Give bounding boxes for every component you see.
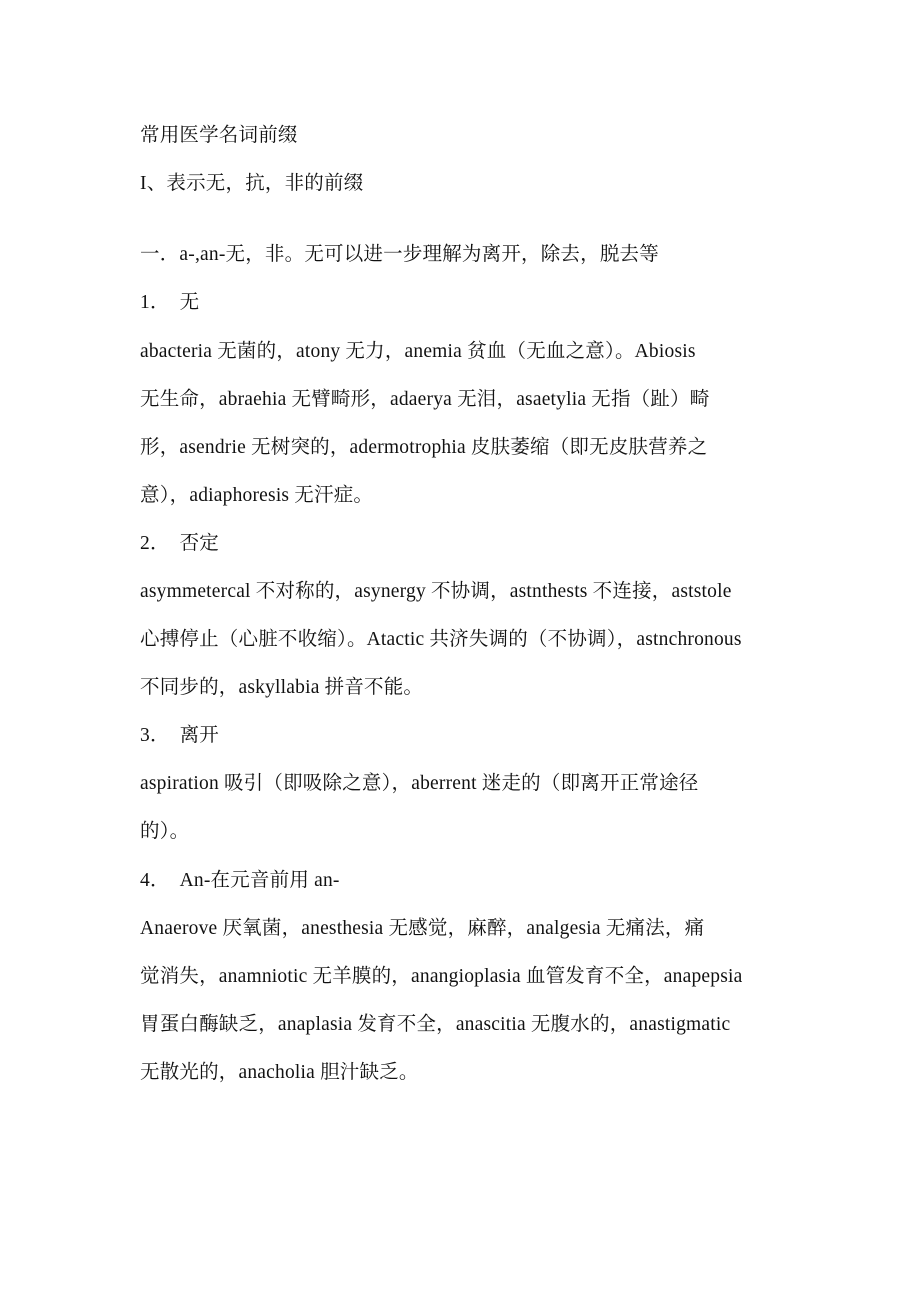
item-heading: 2． 否定 [140,533,220,554]
paragraph-line: abacteria 无菌的，atony 无力，anemia 贫血（无血之意）。Abiosis [140,341,696,362]
paragraph-line: 形，asendrie 无树突的，adermotrophia 皮肤萎缩（即无皮肤营养之 [140,437,708,458]
subsection-heading: 一．a-,an-无，非。无可以进一步理解为离开，除去，脱去等 [140,244,659,265]
item-heading: 3． 离开 [140,725,220,746]
item-heading: 1． 无 [140,292,200,313]
paragraph-line: 无生命，abraehia 无臂畸形，adaerya 无泪，asaetylia 无指（趾）畸 [140,389,710,410]
paragraph-line: 无散光的，anacholia 胆汁缺乏。 [140,1062,419,1083]
paragraph-line: 意），adiaphoresis 无汗症。 [140,485,374,506]
item-heading: 4． An-在元音前用 an- [140,870,340,891]
paragraph-line: aspiration 吸引（即吸除之意），aberrent 迷走的（即离开正常途径 [140,773,699,794]
section-heading: I、表示无，抗，非的前缀 [140,173,364,194]
paragraph-line: 心搏停止（心脏不收缩）。Atactic 共济失调的（不协调），astnchronous [140,629,742,650]
paragraph-line: 不同步的，askyllabia 拼音不能。 [140,677,424,698]
paragraph-line: 觉消失，anamniotic 无羊膜的，anangioplasia 血管发育不全，anapepsia [140,966,743,987]
document-title: 常用医学名词前缀 [140,125,298,146]
paragraph-line: 的）。 [140,821,190,842]
paragraph-line: 胃蛋白酶缺乏，anaplasia 发育不全，anascitia 无腹水的，anastigmatic [140,1014,731,1035]
paragraph-line: Anaerove 厌氧菌，anesthesia 无感觉，麻醉，analgesia 无痛法，痛 [140,918,705,939]
paragraph-line: asymmetercal 不对称的，asynergy 不协调，astnthests 不连接，aststole [140,581,732,602]
